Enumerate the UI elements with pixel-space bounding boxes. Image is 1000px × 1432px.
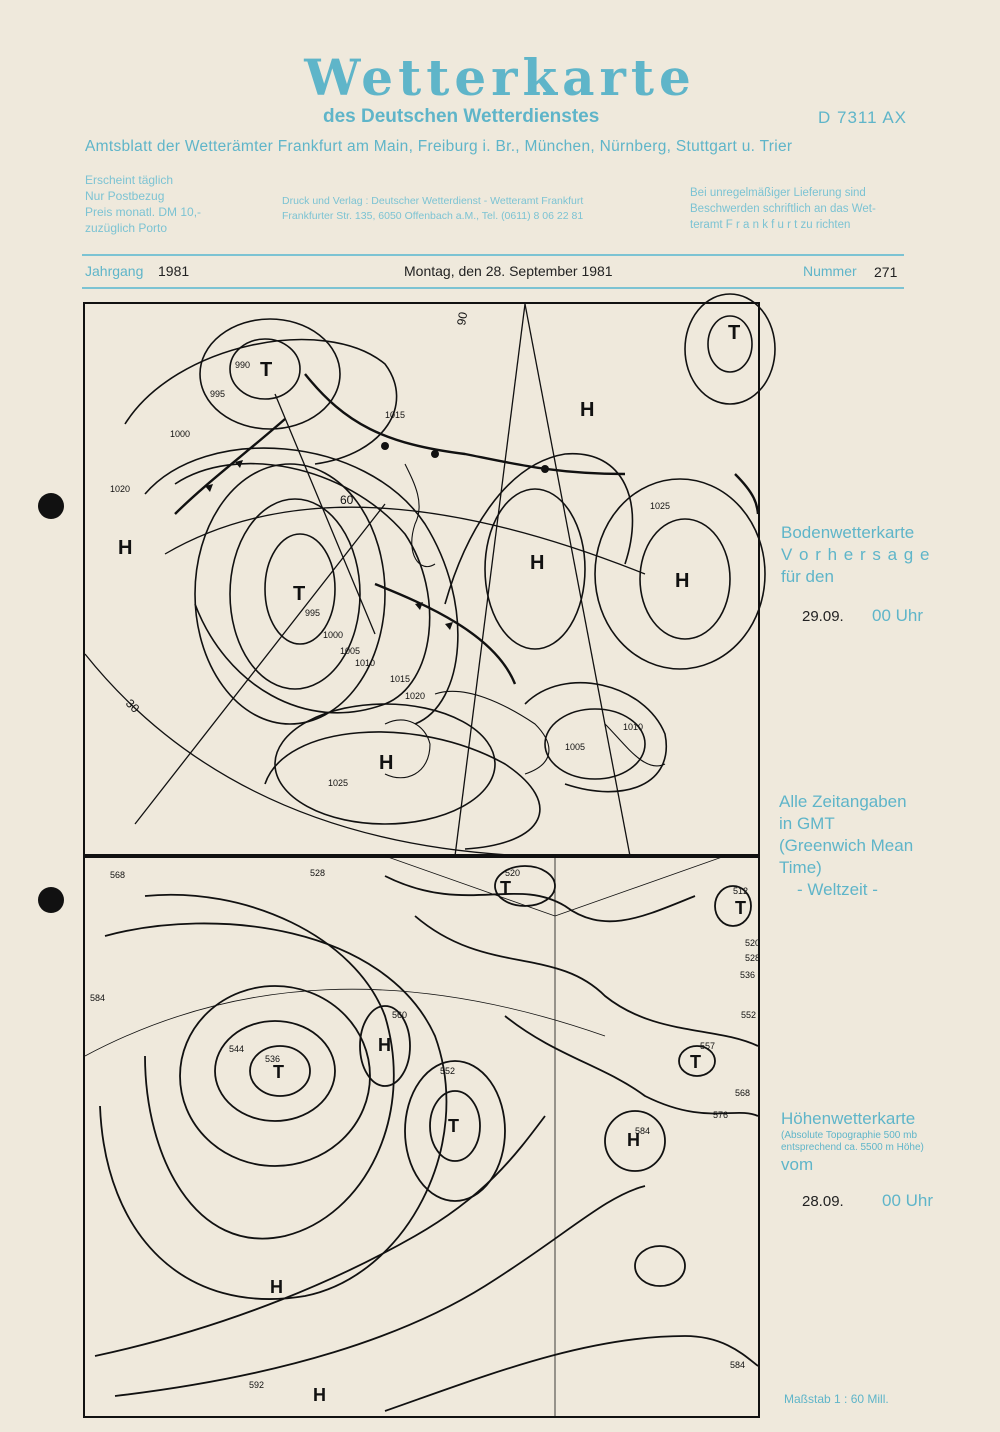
subscription-line: zuzüglich Porto	[85, 221, 168, 235]
issue-date: Montag, den 28. September 1981	[404, 263, 613, 279]
nummer-label: Nummer	[803, 263, 857, 279]
high-pressure-label: H	[627, 1130, 640, 1150]
time-note-line: (Greenwich Mean	[779, 836, 914, 855]
complaint-line: Beschwerden schriftlich an das Wet-	[690, 203, 876, 215]
caption-line: Bodenwetterkarte	[781, 523, 915, 542]
coastline	[435, 691, 549, 774]
isobar-label: 1020	[110, 484, 131, 494]
contour-label: 584	[730, 1360, 746, 1370]
high-pressure-label: H	[530, 552, 545, 574]
time-note	[779, 791, 913, 901]
upper-map-hour: 00 Uhr	[882, 1191, 934, 1210]
jahrgang-value: 1981	[158, 263, 190, 279]
isobar-line	[685, 294, 775, 404]
upper-map-caption	[781, 1108, 924, 1176]
contour-label: 528	[745, 953, 761, 963]
subscription-info	[85, 172, 201, 236]
time-note-line: Time)	[779, 858, 822, 877]
front-triangle	[415, 602, 423, 610]
contour-line	[115, 1186, 645, 1396]
isobar-label: 1025	[650, 501, 671, 511]
header-rule-top	[82, 254, 904, 256]
surface-weather-map	[83, 302, 760, 858]
coastline	[405, 464, 435, 567]
subscription-line: Preis monatl. DM 10,-	[85, 205, 202, 219]
upper-map-drawing	[85, 856, 761, 1416]
subscription-line: Nur Postbezug	[85, 189, 165, 203]
low-pressure-label: T	[690, 1052, 701, 1072]
newspaper-title: Wetterkarte	[304, 48, 696, 107]
isobar-label: 1010	[355, 658, 376, 668]
meridian-line	[275, 394, 375, 634]
complaint-line: Bei unregelmäßiger Lieferung sind	[690, 187, 866, 199]
isobar-label: 1000	[170, 429, 191, 439]
contour-line	[95, 1116, 545, 1356]
contour-label: 512	[733, 886, 749, 896]
complaint-line: teramt F r a n k f u r t zu richten	[690, 219, 851, 231]
isobar-line	[545, 709, 645, 779]
high-pressure-label: H	[378, 1035, 391, 1055]
complaint-info	[690, 185, 876, 233]
contour-label: 552	[440, 1066, 456, 1076]
contour-line	[100, 923, 446, 1299]
map-scale: Maßstab 1 : 60 Mill.	[784, 1392, 889, 1406]
publisher-line: Druck und Verlag : Deutscher Wetterdienst - Wetteramt Frankfurt	[282, 195, 584, 207]
contour-label: 536	[740, 970, 756, 980]
contour-line	[415, 916, 761, 1046]
low-pressure-label: T	[260, 359, 273, 381]
surface-map-drawing	[85, 304, 758, 856]
contour-label: 557	[700, 1041, 716, 1051]
high-pressure-label: H	[313, 1385, 326, 1405]
high-pressure-label: H	[270, 1277, 283, 1297]
high-pressure-label: H	[580, 399, 595, 421]
publisher-info	[282, 194, 583, 224]
contour-label: 520	[745, 938, 761, 948]
caption-sub: entsprechend ca. 5500 m Höhe)	[781, 1142, 924, 1153]
latitude-label: 90	[454, 310, 471, 327]
high-pressure-label: H	[118, 537, 133, 559]
official-gazette-line: Amtsblatt der Wetterämter Frankfurt am Main, Freiburg i. Br., München, Nürnberg, Stuttgart u. Trier	[85, 138, 793, 155]
contour-label: 568	[735, 1088, 751, 1098]
high-pressure-label: H	[675, 570, 690, 592]
latitude-label: 30	[122, 696, 143, 716]
header-rule-bottom	[82, 287, 904, 289]
caption-line: V o r h e r s a g e	[781, 545, 931, 564]
contour-label: 536	[265, 1054, 281, 1064]
cold-front	[175, 419, 285, 514]
contour-label: 592	[249, 1380, 265, 1390]
meridian-line	[135, 504, 385, 824]
contour-label: 552	[741, 1010, 757, 1020]
publisher-line: Frankfurter Str. 135, 6050 Offenbach a.M., Tel. (0611) 8 06 22 81	[282, 210, 584, 222]
low-pressure-label: T	[735, 898, 746, 918]
time-note-line: - Weltzeit -	[797, 880, 878, 899]
contour-label: 584	[635, 1126, 651, 1136]
isobar-label: 1005	[565, 742, 586, 752]
surface-map-date: 29.09.	[802, 608, 844, 625]
isobar-label: 1015	[385, 410, 406, 420]
contour-label: 528	[310, 868, 326, 878]
warm-front	[735, 474, 758, 514]
low-pressure-label: T	[293, 583, 306, 605]
isobar-label: 1010	[623, 722, 644, 732]
surface-map-hour: 00 Uhr	[872, 606, 924, 625]
low-pressure-label: T	[500, 878, 511, 898]
upper-map-date: 28.09.	[802, 1193, 844, 1210]
isobar-label: 990	[235, 360, 251, 370]
isobar-label: 1020	[405, 691, 426, 701]
latitude-label: 60	[340, 493, 354, 507]
contour-label: 560	[392, 1010, 408, 1020]
contour-label: 520	[505, 868, 521, 878]
caption-line: für den	[781, 567, 834, 586]
isobar-label: 1025	[328, 778, 349, 788]
latitude-line	[85, 654, 605, 857]
meridian-line	[555, 856, 725, 916]
low-pressure-label: T	[273, 1062, 284, 1082]
cold-front	[375, 584, 515, 684]
high-pressure-label: H	[379, 752, 394, 774]
contour-line	[635, 1246, 685, 1286]
publication-code: D 7311 AX	[818, 108, 908, 127]
caption-vom: vom	[781, 1155, 814, 1174]
caption-title: Höhenwetterkarte	[781, 1109, 916, 1128]
contour-label: 584	[90, 993, 106, 1003]
time-note-line: in GMT	[779, 814, 835, 833]
time-note-line: Alle Zeitangaben	[779, 792, 907, 811]
isobar-label: 995	[305, 608, 321, 618]
front-semicircle	[381, 442, 389, 450]
jahrgang-label: Jahrgang	[85, 263, 144, 279]
low-pressure-label: T	[728, 322, 741, 344]
contour-label: 568	[110, 870, 126, 880]
nummer-value: 271	[874, 264, 898, 280]
contour-label: 576	[713, 1110, 729, 1120]
low-pressure-label: T	[448, 1116, 459, 1136]
contour-label: 544	[229, 1044, 245, 1054]
contour-line	[145, 895, 394, 1239]
caption-sub: (Absolute Topographie 500 mb	[781, 1130, 918, 1141]
occluded-front	[305, 374, 625, 474]
meridian-line	[455, 304, 525, 856]
isobar-label: 995	[210, 389, 226, 399]
surface-map-caption	[781, 522, 930, 588]
front-semicircle	[431, 450, 439, 458]
front-triangle	[445, 622, 453, 630]
isobar-label: 1015	[390, 674, 411, 684]
punch-hole	[38, 493, 64, 519]
isobar-label: 1000	[323, 630, 344, 640]
punch-hole	[38, 887, 64, 913]
newspaper-subtitle: des Deutschen Wetterdienstes	[323, 106, 600, 127]
meridian-line	[525, 304, 630, 856]
upper-air-map	[83, 854, 760, 1418]
latitude-line	[85, 989, 605, 1056]
isobar-label: 1005	[340, 646, 361, 656]
contour-line	[505, 1016, 758, 1116]
contour-line	[385, 1336, 758, 1411]
isobar-line	[265, 732, 540, 849]
subscription-line: Erscheint täglich	[85, 173, 174, 187]
front-semicircle	[541, 465, 549, 473]
isobar-line	[195, 464, 385, 724]
